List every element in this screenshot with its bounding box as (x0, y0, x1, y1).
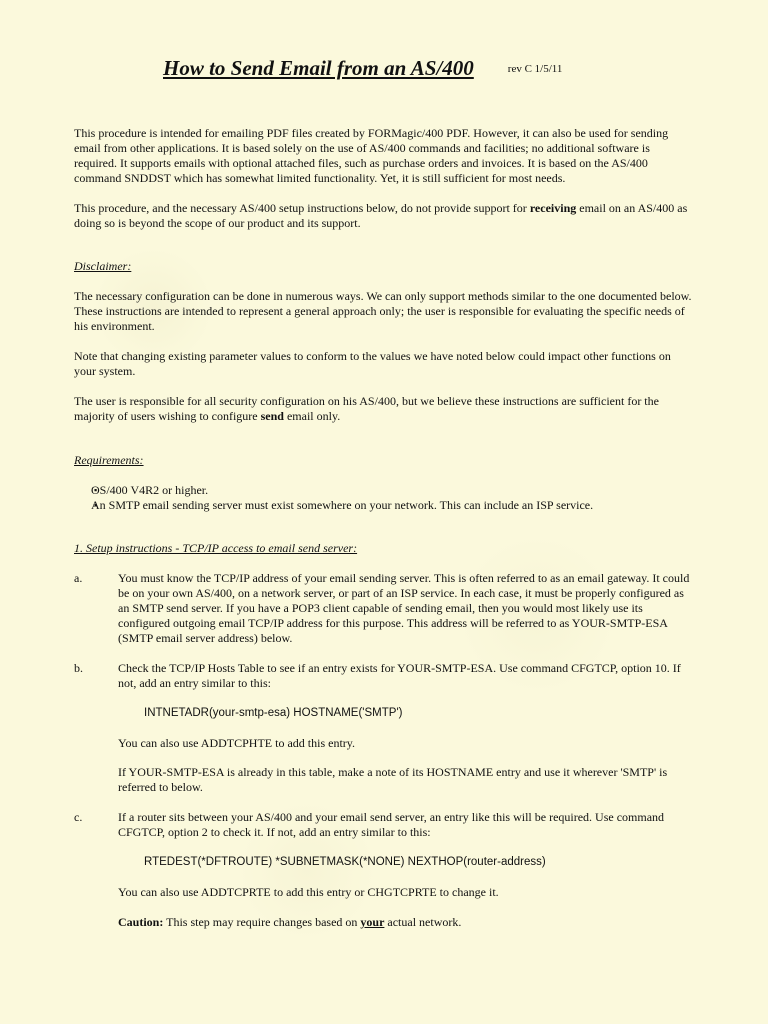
requirements-heading: Requirements: (74, 452, 144, 467)
requirement-text: An SMTP email sending server must exist somewhere on your network. This can include an ISP service. (91, 497, 594, 512)
step-b-note-2: If YOUR-SMTP-ESA is already in this table, make a note of its HOSTNAME entry and use it wherever 'SMTP' is referred to below. (118, 765, 668, 795)
step-c-text: If a router sits between your AS/400 and your email send server, an entry like this will be required. Use command CFGTCP, option 2 to check it. If not, add an entry similar to this: (118, 810, 665, 840)
step-b (74, 661, 692, 691)
step-b-command: INTNETADR(your-smtp-esa) HOSTNAME('SMTP') (144, 706, 403, 719)
disclaimer-p3-bold: send (260, 408, 284, 423)
disclaimer-paragraph-1: The necessary configuration can be done in numerous ways. We can only support methods similar to the one documented below. These instructions are intended to represent a general approach only; the user is responsible for evaluating the specific needs of his environment. (74, 289, 692, 334)
intro-p2-text-2: email on an AS/400 as doing so is beyond the scope of our product and its support. (74, 200, 688, 230)
section-1-heading: 1. Setup instructions - TCP/IP access to email send server: (74, 541, 358, 556)
step-c-label: c. (74, 810, 83, 825)
page-title: How to Send Email from an AS/400 (163, 56, 474, 80)
title-row (163, 56, 562, 81)
step-c (74, 810, 692, 840)
step-b-label: b. (74, 660, 83, 675)
disclaimer-heading: Disclaimer: (74, 259, 132, 274)
step-b-note-1: You can also use ADDTCPHTE to add this entry. (118, 735, 355, 750)
disclaimer-paragraph-3 (74, 394, 692, 424)
step-b-text: Check the TCP/IP Hosts Table to see if an entry exists for YOUR-SMTP-ESA. Use command CFGTCP, option 10. If not, add an entry similar to this: (118, 660, 681, 690)
step-c-command: RTEDEST(*DFTROUTE) *SUBNETMASK(*NONE) NEXTHOP(router-address) (144, 856, 546, 869)
intro-paragraph-2 (74, 201, 692, 231)
requirement-item (74, 483, 692, 498)
intro-p2-bold: receiving (529, 200, 577, 215)
intro-paragraph-1: This procedure is intended for emailing PDF files created by FORMagic/400 PDF. However, it can also be used for sending email from other applications. It is based solely on the use of AS/400 commands and facilities; no additional software is required. It supports emails with optional attached files, such as purchase orders and invoices. It is based on the AS/400 command SNDDST which has somewhat limited functionality. Yet, it is still sufficient for most needs. (74, 126, 669, 185)
step-a-text: You must know the TCP/IP address of your email sending server. This is often referred to as an email gateway. It could be on your own AS/400, on a network server, or part of an ISP service. In each case, it must be properly configured as an SMTP send server. If you have a POP3 client capable of sending email, then you would most likely use its configured outgoing email TCP/IP address for this purpose. This address will be referred to as YOUR-SMTP-ESA (SMTP email server address) below. (118, 571, 690, 645)
caution-text-2: actual network. (384, 914, 462, 929)
step-a (74, 571, 692, 646)
caution-text-1: This step may require changes based on (163, 914, 361, 929)
step-c-note-1: You can also use ADDTCPRTE to add this entry or CHGTCPRTE to change it. (118, 885, 499, 899)
step-a-label: a. (74, 571, 83, 586)
document-body (74, 126, 692, 930)
revision-label: rev C 1/5/11 (507, 63, 563, 75)
requirement-item (74, 498, 692, 513)
intro-p2-text-1: This procedure, and the necessary AS/400 setup instructions below, do not provide support for (74, 200, 530, 215)
caution-note (74, 915, 692, 930)
requirement-text: OS/400 V4R2 or higher. (91, 482, 209, 497)
caution-label: Caution: (118, 914, 164, 929)
caution-emphasis: your (360, 914, 385, 929)
disclaimer-paragraph-2: Note that changing existing parameter values to conform to the values we have noted below could impact other functions on your system. (74, 349, 671, 378)
disclaimer-p3-text-1: The user is responsible for all security configuration on his AS/400, but we believe these instructions are sufficient for the majority of users wishing to configure (74, 393, 659, 423)
disclaimer-p3-text-2: email only. (283, 408, 341, 423)
requirements-list (74, 483, 692, 513)
